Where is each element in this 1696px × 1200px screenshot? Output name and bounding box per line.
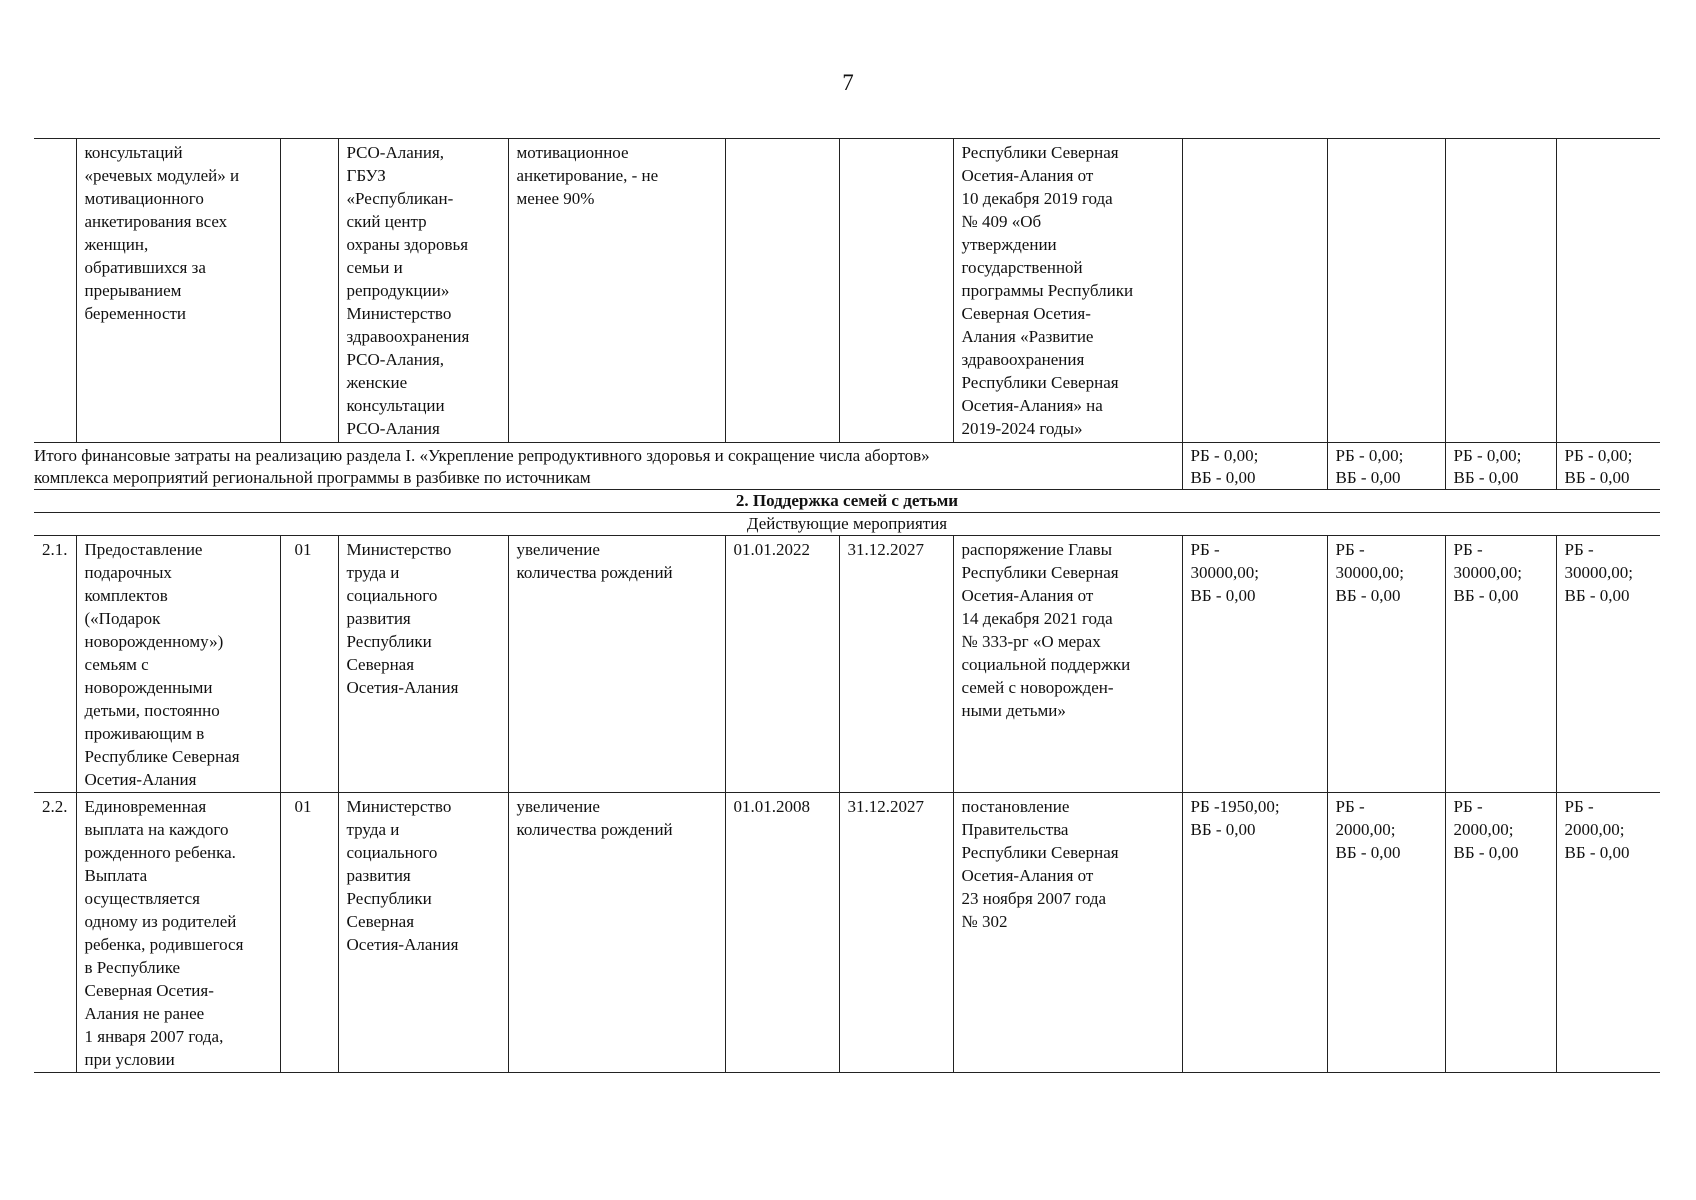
cell-basis: Республики Северная Осетия-Алания от 10 декабря 2019 года № 409 «Об утверждении государственной программы Республики Северная Осетия- Алания «Развитие здравоохранения Республики Северная Осетия-Алания» на 2019-2024 годы» [953,139,1182,443]
cell-fin-4: РБ - 2000,00; ВБ - 0,00 [1556,793,1660,1073]
cell-name: Предоставление подарочных комплектов («Подарок новорожденному») семьям с новорожденными детьми, постоянно проживающим в Республике Северная Осетия-Алания [76,536,280,793]
cell-basis: постановление Правительства Республики Северная Осетия-Алания от 23 ноября 2007 года № 302 [953,793,1182,1073]
cell-executor: Министерство труда и социального развития Республики Северная Осетия-Алания [338,793,508,1073]
section-title: 2. Поддержка семей с детьми [34,490,1660,513]
program-table [34,138,1660,1073]
table-row [34,793,1660,1073]
cell-num [34,139,76,443]
cell-indicator: увеличение количества рождений [508,793,725,1073]
cell-end: 31.12.2027 [839,793,953,1073]
total-fin-1: РБ - 0,00; ВБ - 0,00 [1182,443,1327,490]
cell-executor: Министерство труда и социального развития Республики Северная Осетия-Алания [338,536,508,793]
cell-code: 01 [280,793,338,1073]
cell-fin-3 [1445,139,1556,443]
cell-fin-1: РБ - 30000,00; ВБ - 0,00 [1182,536,1327,793]
cell-end [839,139,953,443]
table-row-total [34,443,1660,490]
subsection-heading-row [34,513,1660,536]
cell-fin-1: РБ -1950,00; ВБ - 0,00 [1182,793,1327,1073]
total-fin-4: РБ - 0,00; ВБ - 0,00 [1556,443,1660,490]
cell-fin-2: РБ - 2000,00; ВБ - 0,00 [1327,793,1445,1073]
cell-fin-1 [1182,139,1327,443]
cell-name: консультаций «речевых модулей» и мотивационного анкетирования всех женщин, обратившихся за прерыванием беременности [76,139,280,443]
cell-code: 01 [280,536,338,793]
table-row-continuation [34,139,1660,443]
cell-fin-3: РБ - 2000,00; ВБ - 0,00 [1445,793,1556,1073]
subsection-title: Действующие мероприятия [34,513,1660,536]
cell-code [280,139,338,443]
cell-end: 31.12.2027 [839,536,953,793]
cell-indicator: мотивационное анкетирование, - не менее 90% [508,139,725,443]
page-number: 7 [842,70,854,95]
cell-fin-4: РБ - 30000,00; ВБ - 0,00 [1556,536,1660,793]
cell-num: 2.1. [34,536,76,793]
cell-start [725,139,839,443]
cell-start: 01.01.2022 [725,536,839,793]
cell-fin-2 [1327,139,1445,443]
cell-fin-4 [1556,139,1660,443]
total-label: Итого финансовые затраты на реализацию раздела I. «Укрепление репродуктивного здоровья и сокращение числа абортов» комплекса мероприятий региональной программы в разбивке по источникам [34,443,1182,490]
cell-basis: распоряжение Главы Республики Северная Осетия-Алания от 14 декабря 2021 года № 333-рг «О мерах социальной поддержки семей с новорожден- ными детьми» [953,536,1182,793]
cell-indicator: увеличение количества рождений [508,536,725,793]
table-row [34,536,1660,793]
cell-fin-2: РБ - 30000,00; ВБ - 0,00 [1327,536,1445,793]
total-fin-3: РБ - 0,00; ВБ - 0,00 [1445,443,1556,490]
cell-executor: РСО-Алания, ГБУЗ «Республикан- ский центр охраны здоровья семьи и репродукции» Министерство здравоохранения РСО-Алания, женские консультации РСО-Алания [338,139,508,443]
section-heading-row [34,490,1660,513]
total-fin-2: РБ - 0,00; ВБ - 0,00 [1327,443,1445,490]
cell-num: 2.2. [34,793,76,1073]
cell-name: Единовременная выплата на каждого рожденного ребенка. Выплата осуществляется одному из родителей ребенка, родившегося в Республике Северная Осетия- Алания не ранее 1 января 2007 года, при условии [76,793,280,1073]
cell-start: 01.01.2008 [725,793,839,1073]
cell-fin-3: РБ - 30000,00; ВБ - 0,00 [1445,536,1556,793]
